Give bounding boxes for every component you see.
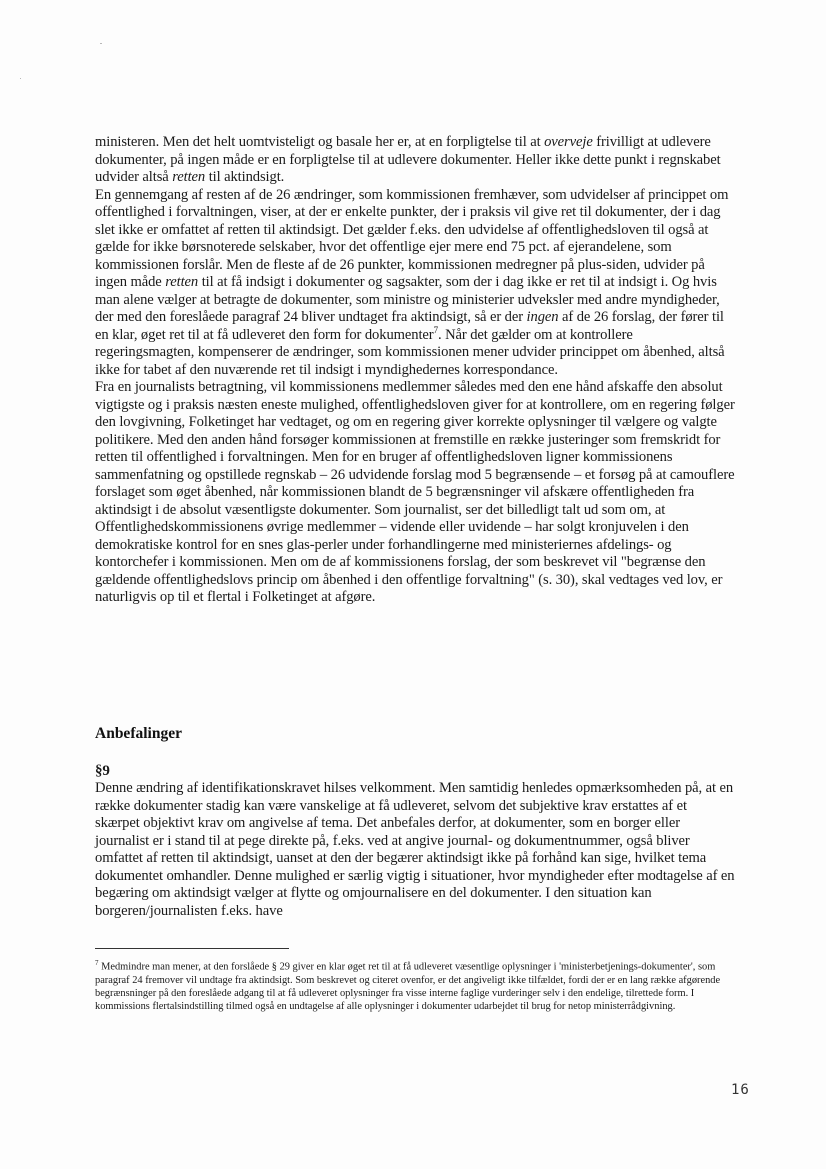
paragraph-3: Fra en journalists betragtning, vil kommissionens medlemmer således med den ene hånd afskaffe den absolut vigtigste og i praksis næsten eneste mulighed, offentlighedsloven giver for at kontrollere, om en regering følger den lovgivning, Folketinget har vedtaget, og om en regering giver korrekte oplysninger til vælgere og valgte politikere. Med den anden hånd forsøger kommissionen at fremstille en række justeringer som fremskridt for retten til offentlighed i forvaltningen. Men for en bruger af offentlighedsloven ligner kommissionens sammenfatning og opstillede regnskab – 26 udvidende forslag mod 5 begrænsende – et forsøg på at camouflere forslaget som øget åbenhed, når kommissionen blandt de 5 begrænsninger vil afskære offentligheden fra aktindsigt i de absolut væsentligste dokumenter. Som journalist, ser det billedligt talt ud som om, at Offentlighedskommissionens øvrige medlemmer – vidende eller uvidende – har solgt kronjuvelen i den demokratiske kontrol for en snes glas-perler under forhandlingerne med ministeriernes afdelings- og kontorchefer i kommissionen. Men om de af kommissionens forslag, der som beskrevet vil "begrænse den gældende offentlighedslovs princip om åbenhed i den offentlige forvaltning" (s. 30), skal vedtages ved lov, er naturligvis op til et flertal i Folketinget at afgøre. <box>95 379 735 605</box>
page-number: 16 <box>731 1082 750 1098</box>
footnote-text: Medmindre man mener, at den forslåede § 29 giver en klar øget ret til at få udleveret væsentlige oplysninger i 'ministerbetjenings-dokumenter', som paragraf 24 fremover vil undtage fra aktindsigt. Som beskrevet og citeret ovenfor, er det angiveligt ikke tilfældet, fordi der er en lang række afgørende begrænsninger på den foreslåede adgang til at få udleveret oplysninger fra visse interne faglige vurderinger selv i den endelige, tilrettede form. I kommissions flertalsindstilling tilmed også en undtagelse af alle oplysninger i dokumenter udarbejdet til brug for netop ministerrådgivning. <box>95 961 721 1013</box>
section-text: Denne ændring af identifikationskravet hilses velkomment. Men samtidig henledes opmærksomheden på, at en række dokumenter stadig kan være vanskelige at få udleveret, selvom det subjektive krav erstattes af et skærpet objektivt krav om angivelse af tema. Det anbefales derfor, at dokumenter, som en borger eller journalist er i stand til at pege direkte på, f.eks. ved at angive journal- og dokumentnummer, også bliver omfattet af retten til aktindsigt, uanset at den der begærer aktindsigt ikke på forhånd kan sige, hvilket tema dokumentet omhandler. Denne mulighed er særlig vigtig i situationer, hvor myndigheder efter modtagelse af en begæring om aktindsigt vælger at flytte og omjournalisere en del dokumenter. I den situation kan borgeren/journalisten f.eks. have <box>95 780 735 919</box>
body-text <box>95 134 735 607</box>
paragraph-number: §9 <box>95 763 110 779</box>
section-heading: Anbefalinger <box>95 725 182 742</box>
footnote-marker: 7 <box>95 959 99 967</box>
scan-speck <box>100 43 102 44</box>
section-paragraph-9 <box>95 762 735 920</box>
paragraph-2: En gennemgang af resten af de 26 ændringer, som kommissionen fremhæver, som udvidelser af princippet om offentlighed i forvaltningen, viser, at der er enkelte punkter, der i praksis vil give ret til dokumenter, der i dag slet ikke er omfattet af retten til aktindsigt. Det gælder f.eks. den udvidelse af offentlighedsloven til også at gælde for ikke børsnoterede selskaber, hvor det offentlige ejer mere end 75 pct. af ejerandelene, som kommissionen forslår. Men de fleste af de 26 punkter, kommissionen medregner på plus-siden, udvider på ingen måde retten til at få indsigt i dokumenter og sagsakter, som der i dag ikke er ret til at indsigt i. Og hvis man alene vælger at betragte de dokumenter, som ministre og ministerier udveksler med andre myndigheder, der med den foreslåede paragraf 24 bliver undtaget fra aktindsigt, så er der ingen af de 26 forslag, der fører til en klar, øget ret til at få udleveret den form for dokumenter$^7$. Når det gælder om at kontrollere regeringsmagten, kompenserer de ændringer, som kommissionen mener udvider princippet om åbenhed, altså ikke for tabet af den nuværende ret til indsigt i myndighedernes korrespondance. <box>95 186 729 378</box>
paragraph-1: ministeren. Men det helt uomtvisteligt og basale her er, at en forpligtelse til at overveje frivilligt at udlevere dokumenter, på ingen måde er en forpligtelse til at udlevere dokumenter. Heller ikke dette punkt i regnskabet udvider altså retten til aktindsigt. <box>95 134 721 185</box>
scan-speck <box>20 78 21 79</box>
footnote-divider <box>95 948 289 949</box>
footnote <box>95 957 735 1013</box>
footnote-reference[interactable]: 7 <box>433 324 438 335</box>
